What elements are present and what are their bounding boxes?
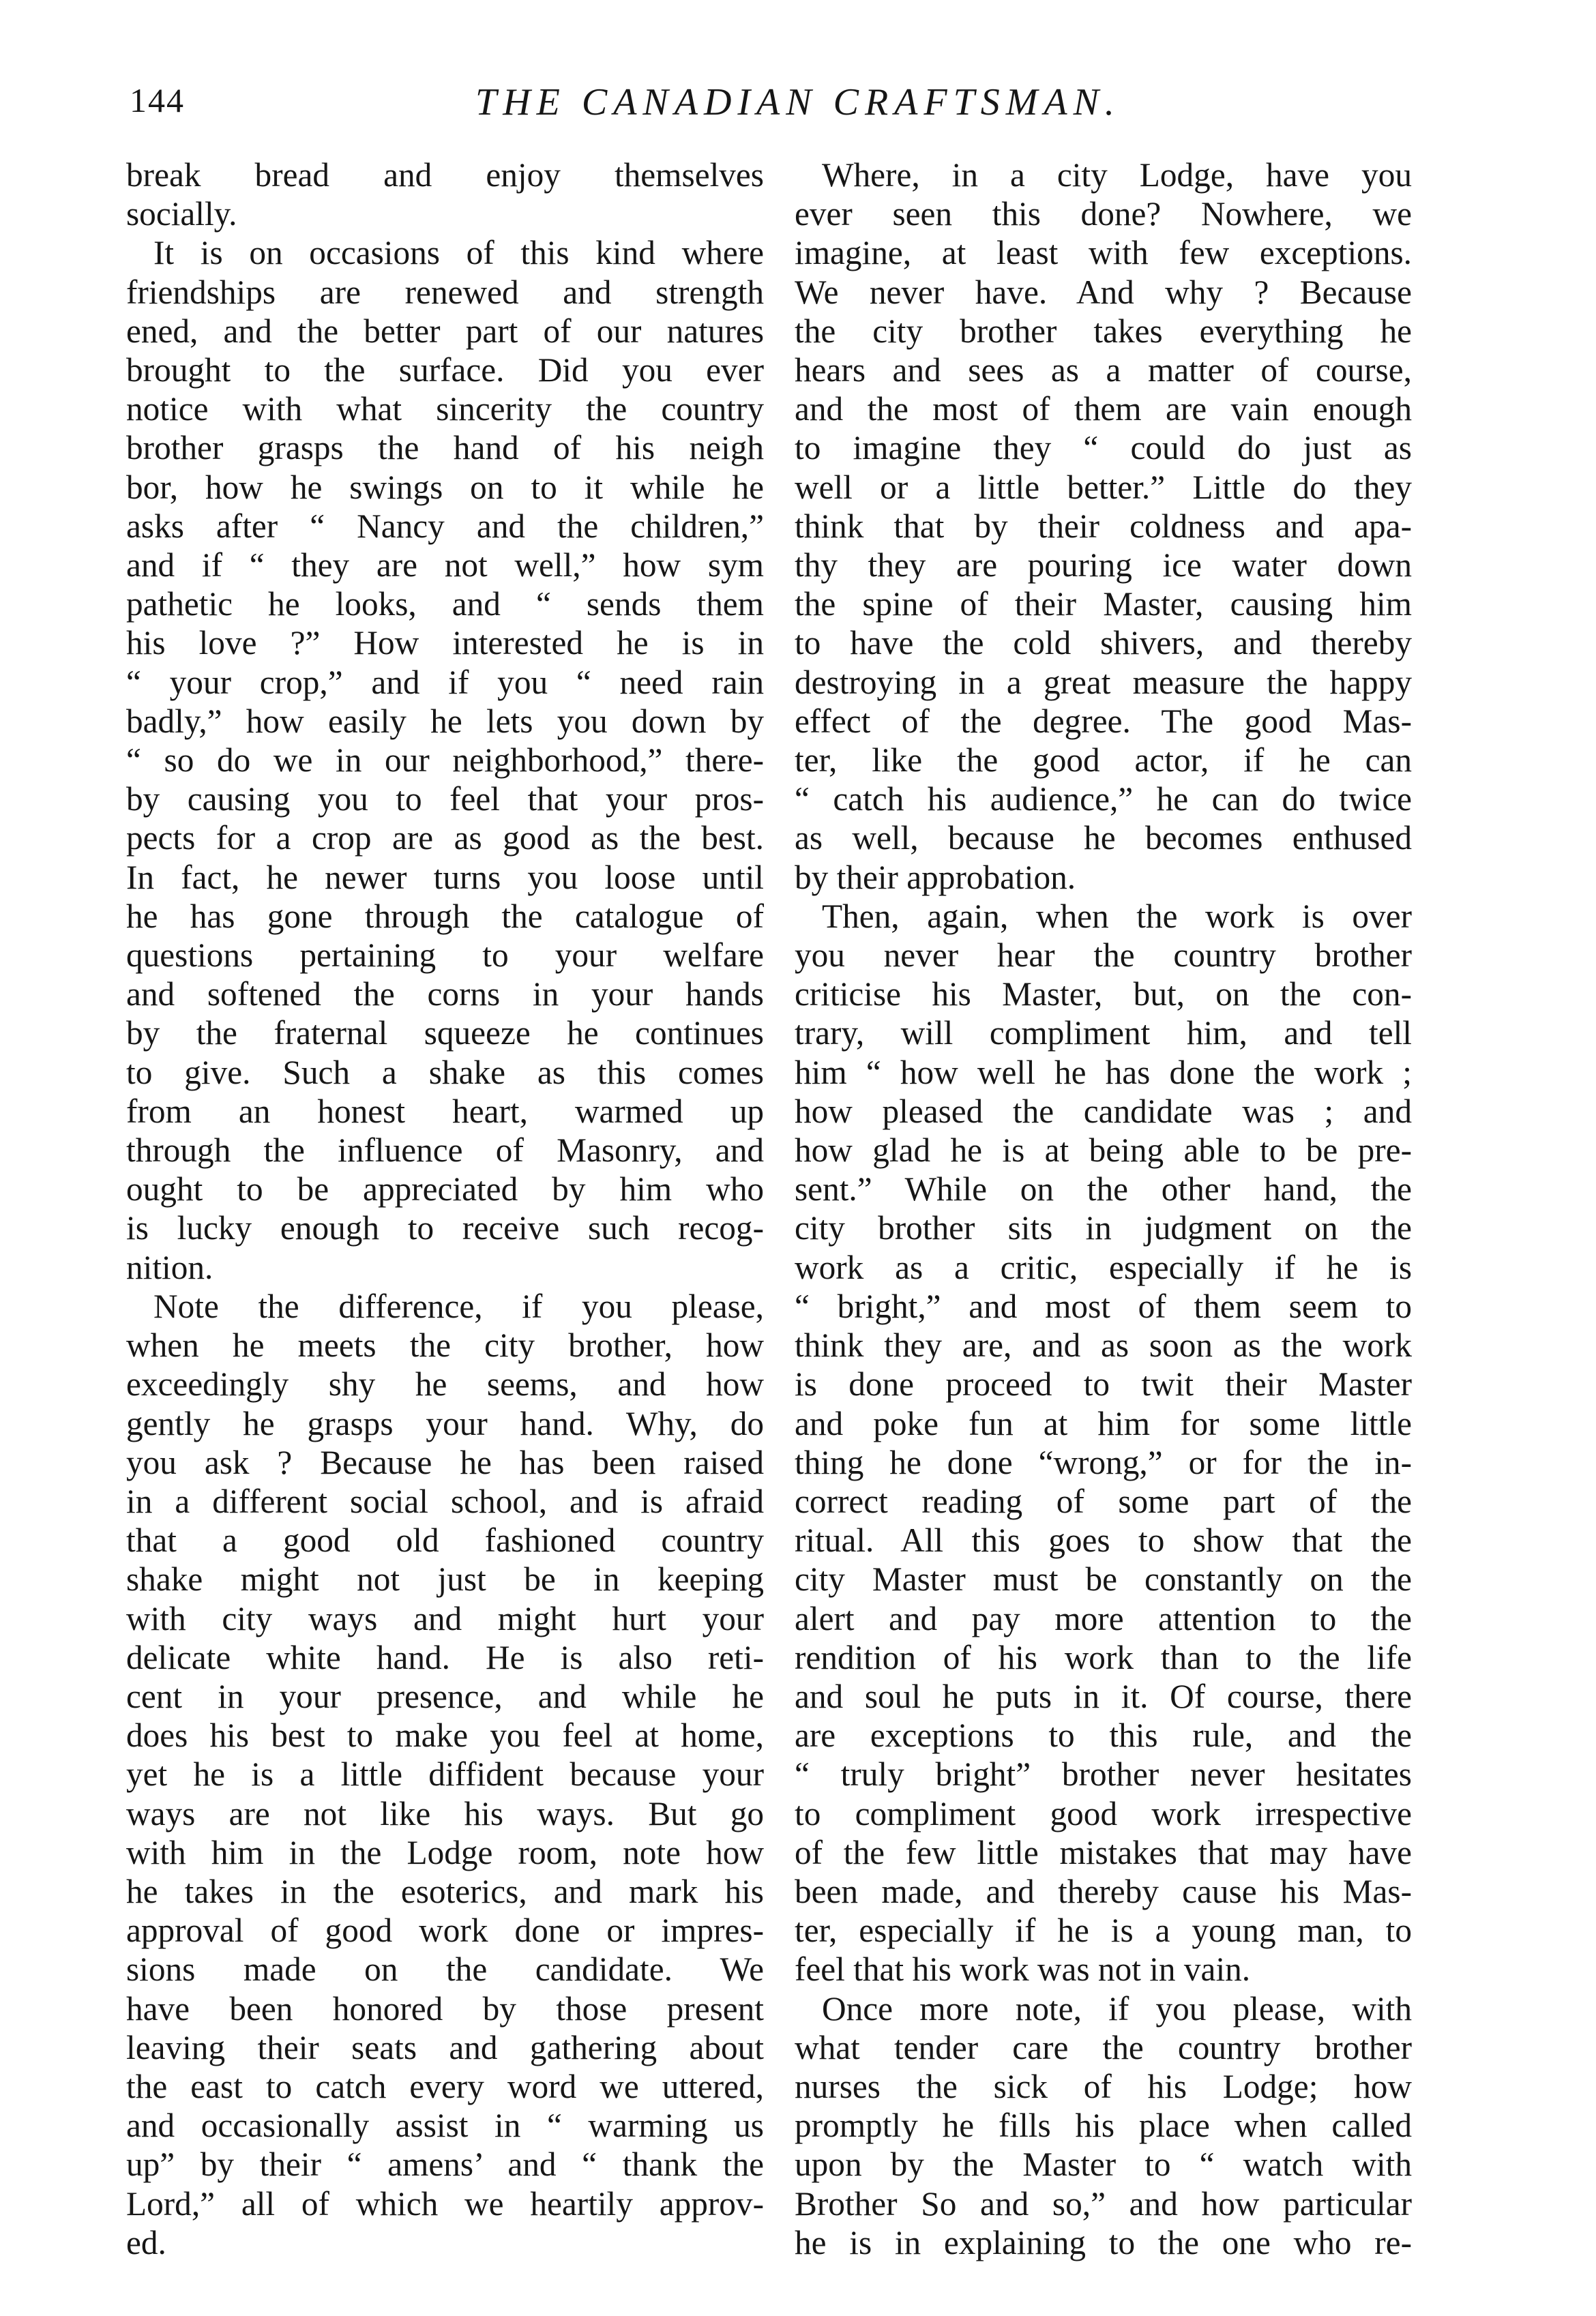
text-line: by their approbation. bbox=[795, 858, 1076, 896]
text-line: been made, and thereby cause his Mas- bbox=[795, 1872, 1412, 1910]
text-line: is done proceed to twit their Master bbox=[795, 1365, 1412, 1404]
text-line: how glad he is at being able to be pre- bbox=[795, 1131, 1412, 1170]
text-line: yet he is a little diffident because your bbox=[126, 1755, 764, 1794]
text-line: ter, like the good actor, if he can bbox=[795, 741, 1412, 780]
text-line: feel that his work was not in vain. bbox=[795, 1950, 1251, 1989]
text-line: through the influence of Masonry, and bbox=[126, 1131, 764, 1170]
text-line: destroying in a great measure the happy bbox=[795, 663, 1412, 701]
text-line: city brother sits in judgment on the bbox=[795, 1209, 1412, 1247]
text-line: ter, especially if he is a young man, to bbox=[795, 1912, 1412, 1950]
text-line: nition. bbox=[126, 1248, 213, 1286]
text-line: ways are not like his ways. But go bbox=[126, 1794, 764, 1832]
text-line: to imagine they “ could do just as bbox=[795, 429, 1412, 467]
text-line: Lord,” all of which we heartily approv- bbox=[126, 2184, 764, 2223]
text-line: effect of the degree. The good Mas- bbox=[795, 702, 1412, 740]
text-line: how pleased the candidate was ; and bbox=[795, 1092, 1412, 1130]
text-line: shake might not just be in keeping bbox=[126, 1560, 764, 1599]
text-line: upon by the Master to “ watch with bbox=[795, 2146, 1412, 2184]
text-line: by the fraternal squeeze he continues bbox=[126, 1014, 764, 1052]
text-line: “ your crop,” and if you “ need rain bbox=[126, 663, 764, 701]
text-line: the east to catch every word we uttered, bbox=[126, 2067, 764, 2105]
text-line: and if “ they are not well,” how sym bbox=[126, 546, 764, 584]
text-line: criticise his Master, but, on the con- bbox=[795, 975, 1412, 1013]
text-line: promptly he fills his place when called bbox=[795, 2107, 1412, 2145]
text-line: badly,” how easily he lets you down by bbox=[126, 702, 764, 740]
text-line: the city brother takes everything he bbox=[795, 312, 1412, 350]
text-line: work as a critic, especially if he is bbox=[795, 1248, 1412, 1286]
text-line: friendships are renewed and strength bbox=[126, 273, 764, 311]
text-line: him “ how well he has done the work ; bbox=[795, 1053, 1412, 1091]
text-line: pathetic he looks, and “ sends them bbox=[126, 585, 764, 623]
text-line: notice with what sincerity the country bbox=[126, 390, 764, 428]
text-line: hears and sees as a matter of course, bbox=[795, 351, 1412, 389]
text-line: and softened the corns in your hands bbox=[126, 975, 764, 1013]
text-line: you never hear the country brother bbox=[795, 936, 1412, 975]
text-line: Note the difference, if you please, bbox=[153, 1287, 764, 1325]
text-line: brought to the surface. Did you ever bbox=[126, 351, 764, 389]
text-line: “ bright,” and most of them seem to bbox=[795, 1287, 1412, 1325]
text-line: well or a little better.” Little do they bbox=[795, 468, 1412, 506]
text-line: exceedingly shy he seems, and how bbox=[126, 1365, 764, 1404]
text-line: sent.” While on the other hand, the bbox=[795, 1170, 1412, 1208]
text-line: and poke fun at him for some little bbox=[795, 1404, 1412, 1442]
text-line: Brother So and so,” and how particular bbox=[795, 2184, 1412, 2223]
text-line: what tender care the country brother bbox=[795, 2028, 1412, 2066]
text-line: imagine, at least with few exceptions. bbox=[795, 234, 1412, 272]
text-line: gently he grasps your hand. Why, do bbox=[126, 1404, 764, 1442]
text-line: nurses the sick of his Lodge; how bbox=[795, 2067, 1412, 2105]
text-line: Where, in a city Lodge, have you bbox=[822, 156, 1412, 194]
text-line: rendition of his work than to the life bbox=[795, 1638, 1412, 1676]
right-text-column bbox=[795, 155, 1412, 2262]
text-line: delicate white hand. He is also reti- bbox=[126, 1638, 764, 1676]
text-line: is lucky enough to receive such recog- bbox=[126, 1209, 764, 1247]
text-line: have been honored by those present bbox=[126, 1989, 764, 2028]
text-line: break bread and enjoy themselves bbox=[126, 156, 764, 194]
text-line: ever seen this done? Nowhere, we bbox=[795, 195, 1412, 233]
text-line: from an honest heart, warmed up bbox=[126, 1092, 764, 1130]
text-line: leaving their seats and gathering about bbox=[126, 2028, 764, 2066]
text-line: of the few little mistakes that may have bbox=[795, 1833, 1412, 1871]
text-line: approval of good work done or impres- bbox=[126, 1912, 764, 1950]
text-line: city Master must be constantly on the bbox=[795, 1560, 1412, 1599]
text-line: he is in explaining to the one who re- bbox=[795, 2223, 1412, 2261]
page-header bbox=[0, 80, 1596, 135]
text-line: Then, again, when the work is over bbox=[822, 897, 1412, 935]
text-line: are exceptions to this rule, and the bbox=[795, 1717, 1412, 1755]
text-line: “ so do we in our neighborhood,” there- bbox=[126, 741, 764, 780]
text-line: correct reading of some part of the bbox=[795, 1482, 1412, 1520]
text-line: socially. bbox=[126, 195, 237, 233]
text-line: his love ?” How interested he is in bbox=[126, 624, 764, 662]
text-line: to give. Such a shake as this comes bbox=[126, 1053, 764, 1091]
text-line: ritual. All this goes to show that the bbox=[795, 1521, 1412, 1560]
text-line: does his best to make you feel at home, bbox=[126, 1717, 764, 1755]
text-line: when he meets the city brother, how bbox=[126, 1326, 764, 1365]
text-line: think they are, and as soon as the work bbox=[795, 1326, 1412, 1365]
text-line: by causing you to feel that your pros- bbox=[126, 780, 764, 818]
text-line: trary, will compliment him, and tell bbox=[795, 1014, 1412, 1052]
text-line: up” by their “ amens’ and “ thank the bbox=[126, 2146, 764, 2184]
text-line: “ catch his audience,” he can do twice bbox=[795, 780, 1412, 818]
text-line: Once more note, if you please, with bbox=[822, 1989, 1412, 2028]
text-line: as well, because he becomes enthused bbox=[795, 819, 1412, 857]
text-line: “ truly bright” brother never hesitates bbox=[795, 1755, 1412, 1794]
text-line: In fact, he newer turns you loose until bbox=[126, 858, 764, 896]
text-line: brother grasps the hand of his neigh bbox=[126, 429, 764, 467]
text-line: in a different social school, and is afraid bbox=[126, 1482, 764, 1520]
text-line: We never have. And why ? Because bbox=[795, 273, 1412, 311]
text-line: to compliment good work irrespective bbox=[795, 1794, 1412, 1832]
text-line: pects for a crop are as good as the best. bbox=[126, 819, 764, 857]
text-line: ought to be appreciated by him who bbox=[126, 1170, 764, 1208]
text-line: thy they are pouring ice water down bbox=[795, 546, 1412, 584]
text-line: and occasionally assist in “ warming us bbox=[126, 2107, 764, 2145]
text-line: and soul he puts in it. Of course, there bbox=[795, 1677, 1412, 1715]
text-line: with him in the Lodge room, note how bbox=[126, 1833, 764, 1871]
text-line: to have the cold shivers, and thereby bbox=[795, 624, 1412, 662]
text-line: bor, how he swings on to it while he bbox=[126, 468, 764, 506]
text-line: think that by their coldness and apa- bbox=[795, 507, 1412, 545]
text-line: that a good old fashioned country bbox=[126, 1521, 764, 1560]
text-line: cent in your presence, and while he bbox=[126, 1677, 764, 1715]
text-line: with city ways and might hurt your bbox=[126, 1599, 764, 1637]
running-title: THE CANADIAN CRAFTSMAN. bbox=[475, 81, 1121, 123]
text-line: alert and pay more attention to the bbox=[795, 1599, 1412, 1637]
text-line: and the most of them are vain enough bbox=[795, 390, 1412, 428]
left-text-column bbox=[126, 155, 764, 2262]
text-line: he takes in the esoterics, and mark his bbox=[126, 1872, 764, 1910]
text-line: the spine of their Master, causing him bbox=[795, 585, 1412, 623]
text-line: thing he done “wrong,” or for the in- bbox=[795, 1443, 1412, 1481]
text-line: questions pertaining to your welfare bbox=[126, 936, 764, 975]
text-line: he has gone through the catalogue of bbox=[126, 897, 764, 935]
text-line: sions made on the candidate. We bbox=[126, 1950, 764, 1989]
text-line: asks after “ Nancy and the children,” bbox=[126, 507, 764, 545]
text-line: ed. bbox=[126, 2223, 166, 2261]
text-line: ened, and the better part of our natures bbox=[126, 312, 764, 350]
text-line: you ask ? Because he has been raised bbox=[126, 1443, 764, 1481]
text-line: It is on occasions of this kind where bbox=[153, 234, 764, 272]
page-number: 144 bbox=[130, 81, 185, 119]
